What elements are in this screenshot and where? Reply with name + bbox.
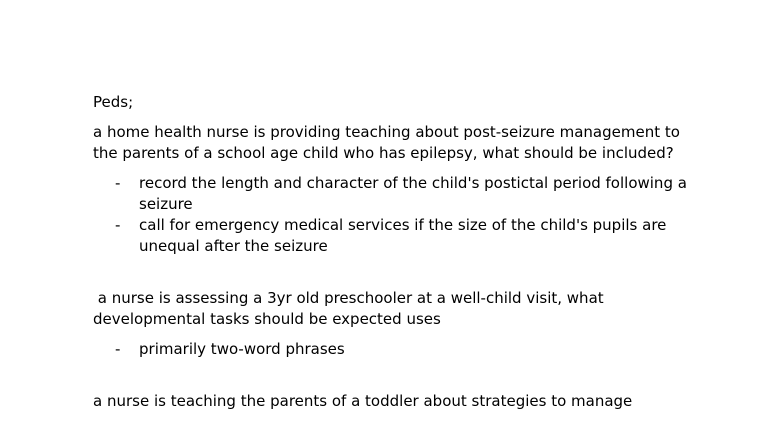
- answer-item: [93, 173, 703, 215]
- document-page: [93, 92, 703, 412]
- answer-list-2: [93, 339, 703, 360]
- document-heading: Peds;: [93, 93, 134, 111]
- answer-list-1: [93, 173, 703, 257]
- bullet-dash: -: [115, 340, 121, 358]
- bullet-dash: -: [115, 216, 121, 234]
- answer-text: call for emergency medical services if the size of the child's pupils are unequal after the seizure: [139, 216, 667, 255]
- answer-item: [93, 215, 703, 257]
- bullet-dash: -: [115, 174, 121, 192]
- question-1: a home health nurse is providing teaching about post-seizure management to the parents of a school age child who has epilepsy, what should be included?: [93, 123, 680, 162]
- question-2: a nurse is assessing a 3yr old preschooler at a well-child visit, what developmental tasks should be expected uses: [93, 289, 609, 328]
- answer-text: record the length and character of the child's postictal period following a seizure: [139, 174, 687, 213]
- answer-item: [93, 339, 703, 360]
- question-3: a nurse is teaching the parents of a toddler about strategies to manage: [93, 392, 633, 410]
- answer-text: primarily two-word phrases: [139, 340, 345, 358]
